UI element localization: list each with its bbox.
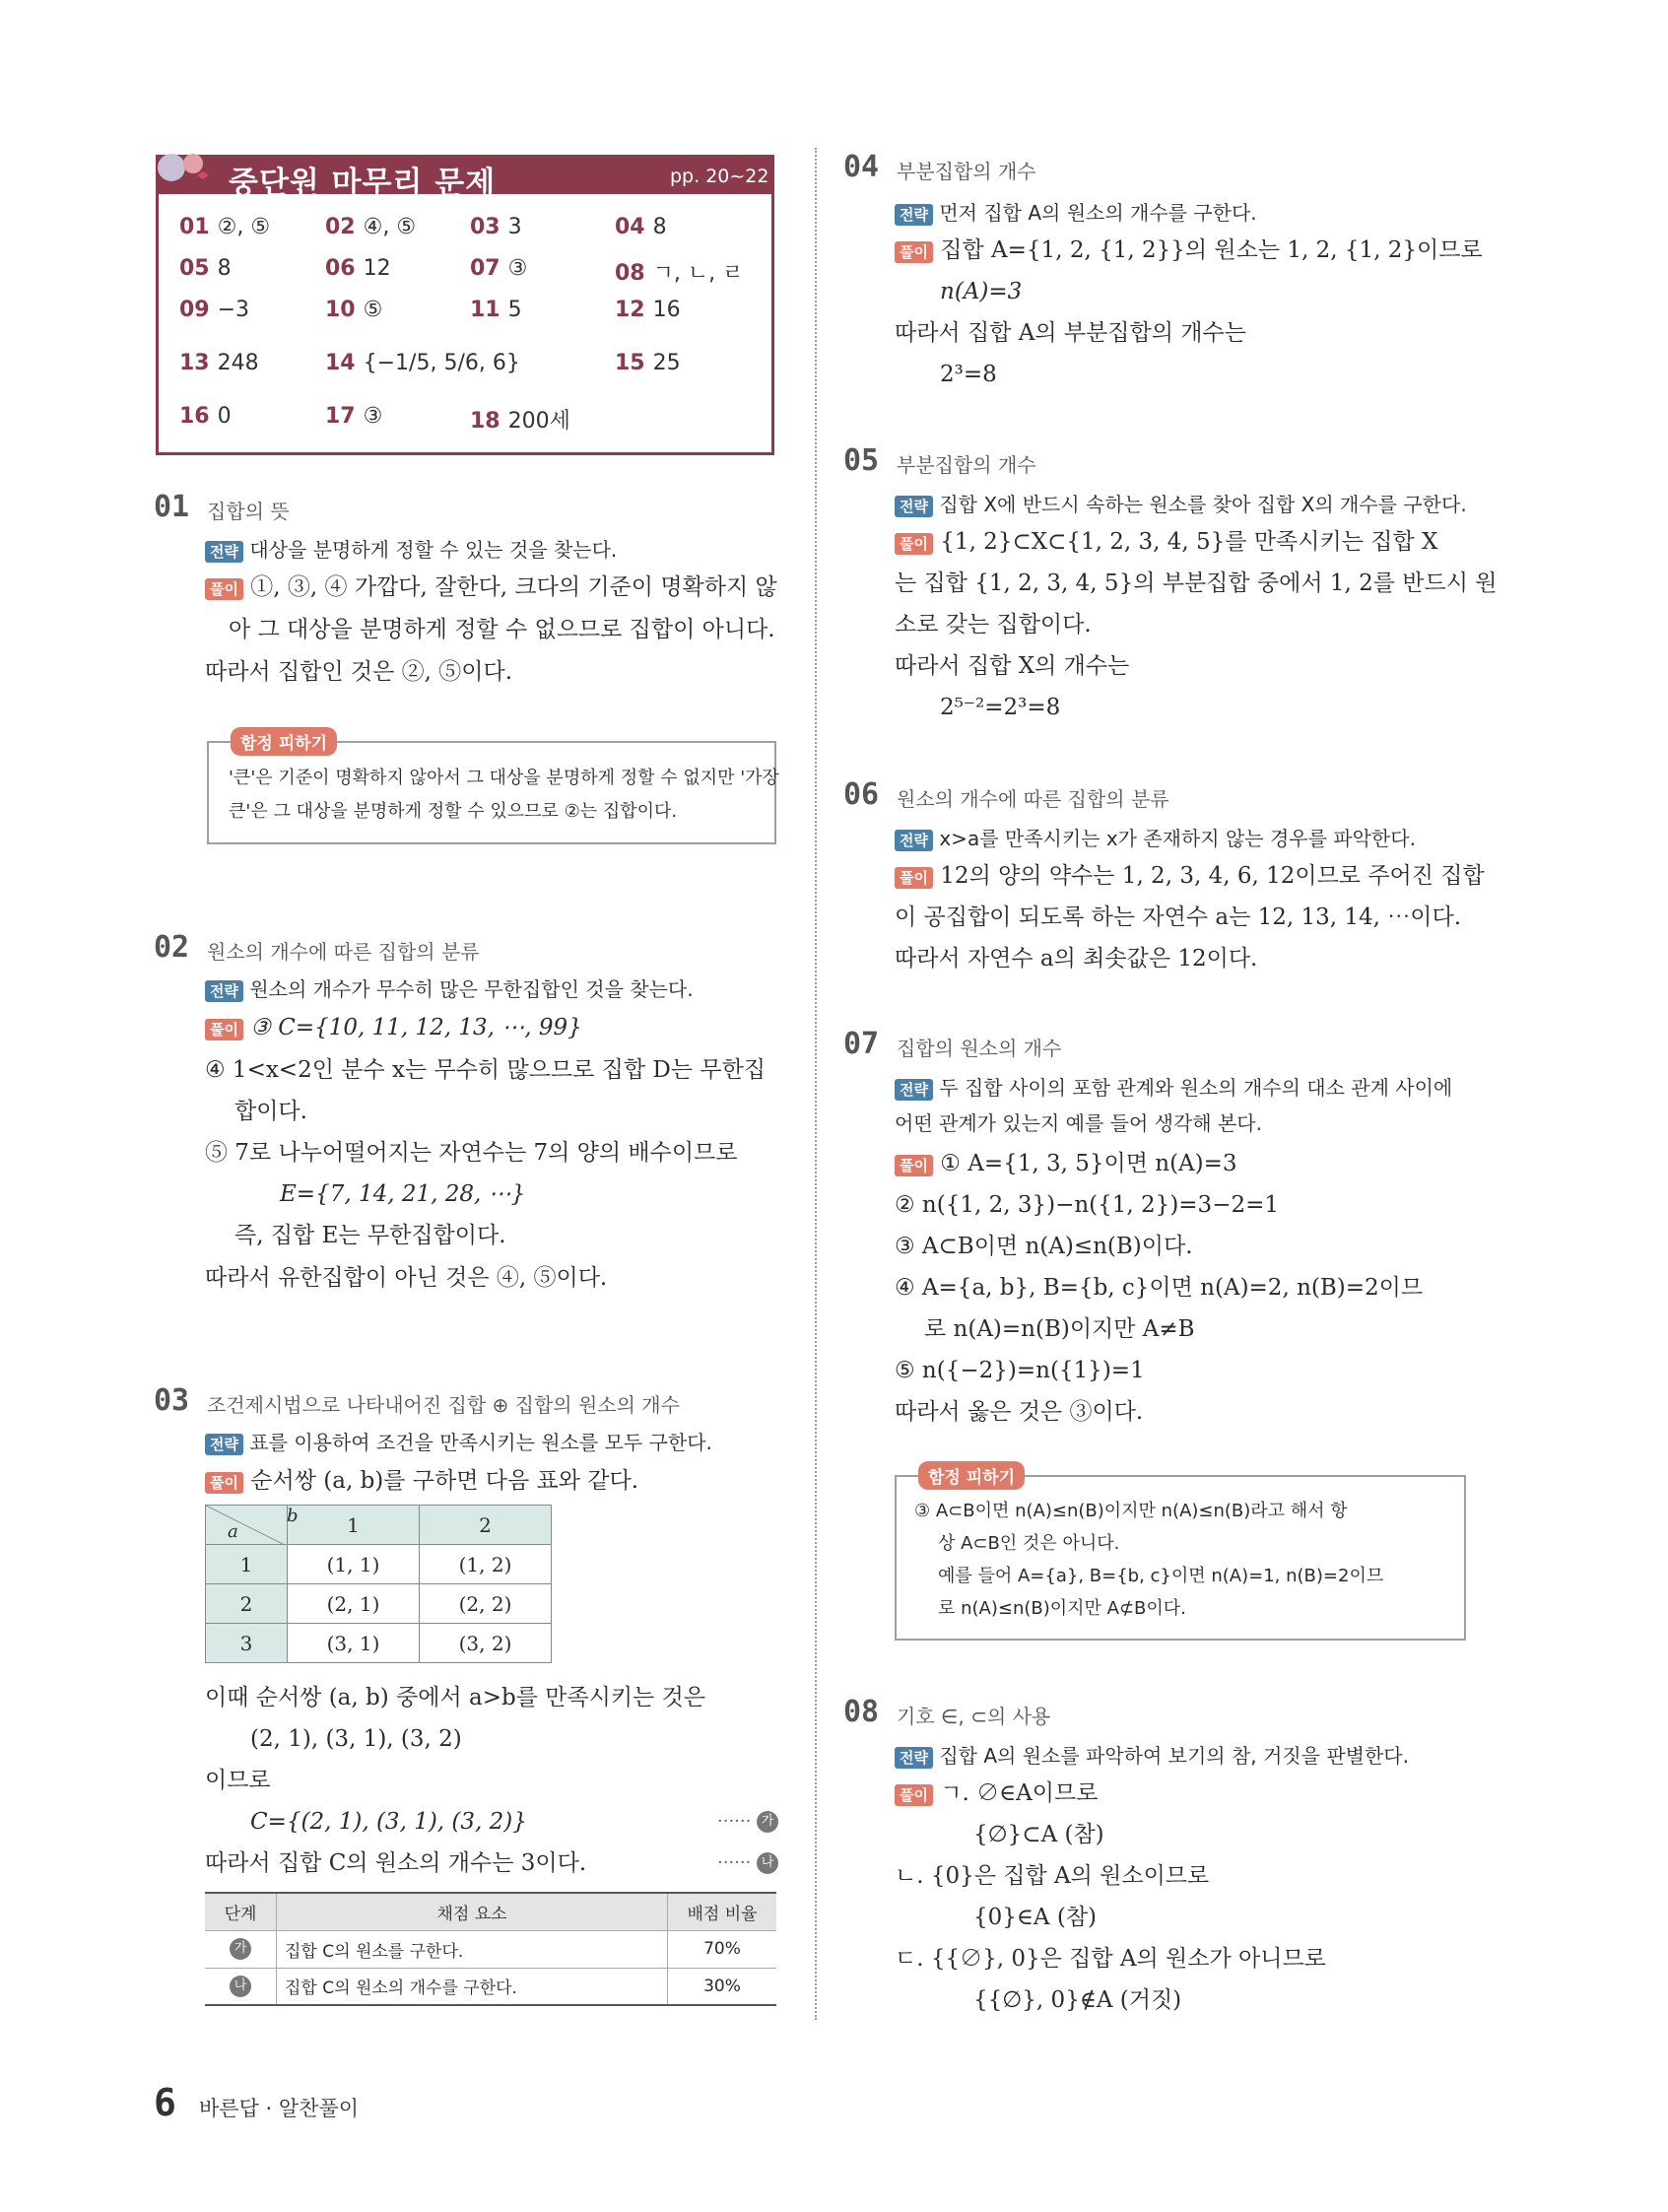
table-row: 1 (1, 1) (1, 2) [206, 1545, 552, 1584]
question-number: 06 [843, 777, 880, 812]
strategy-line: 전략 집합 A의 원소를 파악하여 보기의 참, 거짓을 판별한다. [895, 1742, 1409, 1770]
strategy-tag: 전략 [895, 496, 933, 517]
question-title: 원소의 개수에 따른 집합의 분류 [207, 940, 480, 964]
answer-item: 17 ③ [325, 404, 383, 429]
tip-label: 함정 피하기 [231, 727, 337, 756]
solution-line: ㄴ. {0}은 집합 A의 원소이므로 [895, 1863, 1210, 1889]
solution-line: {∅}⊂A (참) [973, 1822, 1104, 1847]
solution-line: ㄷ. {{∅}, 0}은 집합 A의 원소가 아니므로 [895, 1946, 1326, 1972]
question-number: 03 [154, 1383, 190, 1418]
question-number: 02 [154, 930, 190, 965]
question-title: 집합의 원소의 개수 [897, 1037, 1062, 1060]
solution-line: E={7, 14, 21, 28, ⋯} [280, 1181, 526, 1207]
solution-tag: 풀이 [895, 1784, 933, 1806]
solution-tag: 풀이 [205, 1019, 243, 1040]
solution-line: 이므로 [205, 1768, 271, 1793]
solution-line: 는 집합 {1, 2, 3, 4, 5}의 부분집합 중에서 1, 2를 반드시 원 [895, 570, 1498, 596]
table-header: 2 [420, 1506, 552, 1545]
answer-item: 10 ⑤ [325, 298, 383, 322]
strategy-line: 전략 표를 이용하여 조건을 만족시키는 원소를 모두 구한다. [205, 1429, 712, 1456]
solution-line: 풀이 {1, 2}⊂X⊂{1, 2, 3, 4, 5}를 만족시키는 집합 X [895, 527, 1437, 557]
answer-item: 18 200세 [470, 409, 570, 434]
answer-item: 06 12 [325, 256, 391, 281]
strategy-line: 전략 대상을 분명하게 정할 수 있는 것을 찾는다. [205, 536, 617, 564]
strategy-tag: 전략 [205, 980, 243, 1002]
column-divider [815, 148, 817, 2020]
answer-item: 05 8 [179, 256, 232, 281]
solution-line: 2⁵⁻²=2³=8 [940, 695, 1061, 720]
solution-line: 풀이 집합 A={1, 2, {1, 2}}의 원소는 1, 2, {1, 2}이므로 [895, 235, 1483, 265]
table-row: 가 집합 C의 원소를 구한다. 70% [205, 1930, 776, 1968]
solution-line: {{∅}, 0}∉A (거짓) [973, 1987, 1182, 2013]
tip-line: 상 A⊂B인 것은 아니다. [938, 1533, 1120, 1554]
strategy-line: 전략 원소의 개수가 무수히 많은 무한집합인 것을 찾는다. [205, 975, 694, 1003]
strategy-line: 전략 먼저 집합 A의 원소의 개수를 구한다. [895, 199, 1257, 227]
solution-line: n(A)=3 [940, 279, 1023, 304]
solution-tag: 풀이 [205, 578, 243, 600]
strategy-tag: 전략 [205, 541, 243, 563]
strategy-line: 어떤 관계가 있는지 예를 들어 생각해 본다. [895, 1111, 1262, 1135]
solution-tag: 풀이 [895, 867, 933, 889]
tip-line: 큰'은 그 대상을 분명하게 정할 수 있으므로 ②는 집합이다. [229, 801, 678, 822]
table-row: 3 (3, 1) (3, 2) [206, 1624, 552, 1663]
solution-line: {0}∈A (참) [973, 1905, 1098, 1930]
solution-line: 이때 순서쌍 (a, b) 중에서 a>b를 만족시키는 것은 [205, 1685, 706, 1710]
solution-tag: 풀이 [895, 533, 933, 555]
answer-item: 14 {−1/5, 5/6, 6} [325, 351, 520, 375]
answer-item: 15 25 [615, 351, 681, 375]
ordered-pair-table [205, 1505, 552, 1663]
question-title: 부분집합의 개수 [897, 453, 1036, 477]
question-number: 05 [843, 443, 880, 478]
answer-item: 11 5 [470, 298, 522, 322]
strategy-line: 전략 두 집합 사이의 포함 관계와 원소의 개수의 대소 관계 사이에 [895, 1074, 1452, 1102]
solution-line: ⑤ 7로 나누어떨어지는 자연수는 7의 양의 배수이므로 [205, 1140, 738, 1166]
step-mark: ······ 나 [717, 1852, 778, 1874]
answer-item: 04 8 [615, 215, 667, 239]
question-title: 조건제시법으로 나타내어진 집합 ⊕ 집합의 원소의 개수 [207, 1393, 680, 1417]
strategy-tag: 전략 [205, 1434, 243, 1455]
question-title: 집합의 뜻 [207, 500, 290, 523]
strategy-tag: 전략 [895, 1747, 933, 1769]
solution-line: 풀이 ① A={1, 3, 5}이면 n(A)=3 [895, 1149, 1237, 1178]
question-number: 01 [154, 490, 190, 524]
answer-item: 07 ③ [470, 256, 528, 281]
solution-line: 합이다. [234, 1099, 307, 1124]
tip-label: 함정 피하기 [918, 1461, 1025, 1490]
question-number: 07 [843, 1027, 880, 1061]
solution-line: 풀이 ㄱ. ∅∈A이므로 [895, 1778, 1098, 1808]
footer-text: 바른답 · 알찬풀이 [199, 2097, 360, 2120]
solution-line: ③ A⊂B이면 n(A)≤n(B)이다. [895, 1234, 1193, 1259]
answer-item: 01 ②, ⑤ [179, 215, 271, 239]
answer-item: 16 0 [179, 404, 232, 429]
scoring-table: 단계 채점 요소 배점 비율 가 집합 C의 원소를 구한다. 70% 나 집합 C의 원소의 개수를 구한다. 30% [205, 1892, 776, 2006]
solution-line: 따라서 집합 C의 원소의 개수는 3이다. [205, 1850, 587, 1876]
solution-tag: 풀이 [205, 1472, 243, 1494]
solution-line: ② n({1, 2, 3})−n({1, 2})=3−2=1 [895, 1192, 1280, 1218]
question-title: 기호 ∈, ⊂의 사용 [897, 1705, 1051, 1728]
solution-line: 로 n(A)=n(B)이지만 A≠B [924, 1316, 1195, 1342]
solution-line: 풀이 ③ C={10, 11, 12, 13, ⋯, 99} [205, 1013, 582, 1042]
tip-line: '큰'은 기준이 명확하지 않아서 그 대상을 분명하게 정할 수 없지만 '가장 [229, 768, 779, 788]
solution-line: 따라서 옳은 것은 ③이다. [895, 1399, 1144, 1425]
solution-line: (2, 1), (3, 1), (3, 2) [250, 1726, 462, 1752]
solution-line: 2³=8 [940, 362, 997, 387]
table-row: 나 집합 C의 원소의 개수를 구한다. 30% [205, 1968, 776, 2005]
solution-line: 따라서 자연수 a의 최솟값은 12이다. [895, 946, 1258, 972]
answer-item: 12 16 [615, 298, 681, 322]
solution-line: 풀이 ①, ③, ④ 가깝다, 잘한다, 크다의 기준이 명확하지 않 [205, 572, 777, 602]
solution-line: ⑤ n({−2})=n({1})=1 [895, 1358, 1145, 1383]
table-row: 2 (2, 1) (2, 2) [206, 1584, 552, 1624]
solution-line: ④ A={a, b}, B={b, c}이면 n(A)=2, n(B)=2이므 [895, 1275, 1424, 1301]
question-number: 08 [843, 1695, 880, 1729]
decoration-icon [154, 148, 213, 187]
answer-item: 03 3 [470, 215, 522, 239]
strategy-tag: 전략 [895, 1079, 933, 1101]
answer-item: 09 −3 [179, 298, 250, 322]
solution-tag: 풀이 [895, 241, 933, 263]
answer-item: 02 ④, ⑤ [325, 215, 417, 239]
solution-tag: 풀이 [895, 1155, 933, 1176]
solution-line: 따라서 유한집합이 아닌 것은 ④, ⑤이다. [205, 1265, 608, 1291]
question-number: 04 [843, 150, 880, 184]
tip-line: 예를 들어 A={a}, B={b, c}이면 n(A)=1, n(B)=2이므 [938, 1566, 1384, 1586]
strategy-tag: 전략 [895, 204, 933, 226]
question-title: 원소의 개수에 따른 집합의 분류 [897, 787, 1169, 811]
answer-item: 13 248 [179, 351, 259, 375]
strategy-tag: 전략 [895, 830, 933, 851]
table-corner: a b [206, 1506, 288, 1545]
tip-line: ③ A⊂B이면 n(A)≤n(B)이지만 n(A)≤n(B)라고 해서 항 [914, 1501, 1348, 1521]
answer-item: 08 ㄱ, ㄴ, ㄹ [615, 261, 744, 286]
strategy-line: 전략 x>a를 만족시키는 x가 존재하지 않는 경우를 파악한다. [895, 825, 1416, 852]
solution-line: 따라서 집합 A의 부분집합의 개수는 [895, 320, 1246, 346]
answer-box-pages: pp. 20~22 [670, 166, 769, 187]
solution-line: 따라서 집합인 것은 ②, ⑤이다. [205, 659, 513, 685]
solution-line: 풀이 순서쌍 (a, b)를 구하면 다음 표와 같다. [205, 1466, 638, 1496]
solution-line: 소로 갖는 집합이다. [895, 612, 1092, 637]
step-mark: ······ 가 [717, 1811, 778, 1833]
solution-line: 따라서 집합 X의 개수는 [895, 653, 1130, 679]
page-number: 6 [154, 2081, 176, 2124]
answer-box-title: 중단원 마무리 문제 [229, 166, 497, 201]
solution-line: 아 그 대상을 분명하게 정할 수 없으므로 집합이 아니다. [229, 617, 775, 642]
solution-line: 이 공집합이 되도록 하는 자연수 a는 12, 13, 14, ⋯이다. [895, 905, 1462, 930]
solution-line: 즉, 집합 E는 무한집합이다. [234, 1223, 506, 1248]
table-header: 1 [288, 1506, 420, 1545]
strategy-line: 전략 집합 X에 반드시 속하는 원소를 찾아 집합 X의 개수를 구한다. [895, 491, 1467, 518]
tip-line: 로 n(A)≤n(B)이지만 A⊄B이다. [938, 1598, 1186, 1619]
solution-line: 풀이 12의 양의 약수는 1, 2, 3, 4, 6, 12이므로 주어진 집합 [895, 861, 1485, 891]
solution-line: C={(2, 1), (3, 1), (3, 2)} [250, 1809, 527, 1835]
solution-line: ④ 1<x<2인 분수 x는 무수히 많으므로 집합 D는 무한집 [205, 1057, 767, 1083]
question-title: 부분집합의 개수 [897, 160, 1036, 183]
